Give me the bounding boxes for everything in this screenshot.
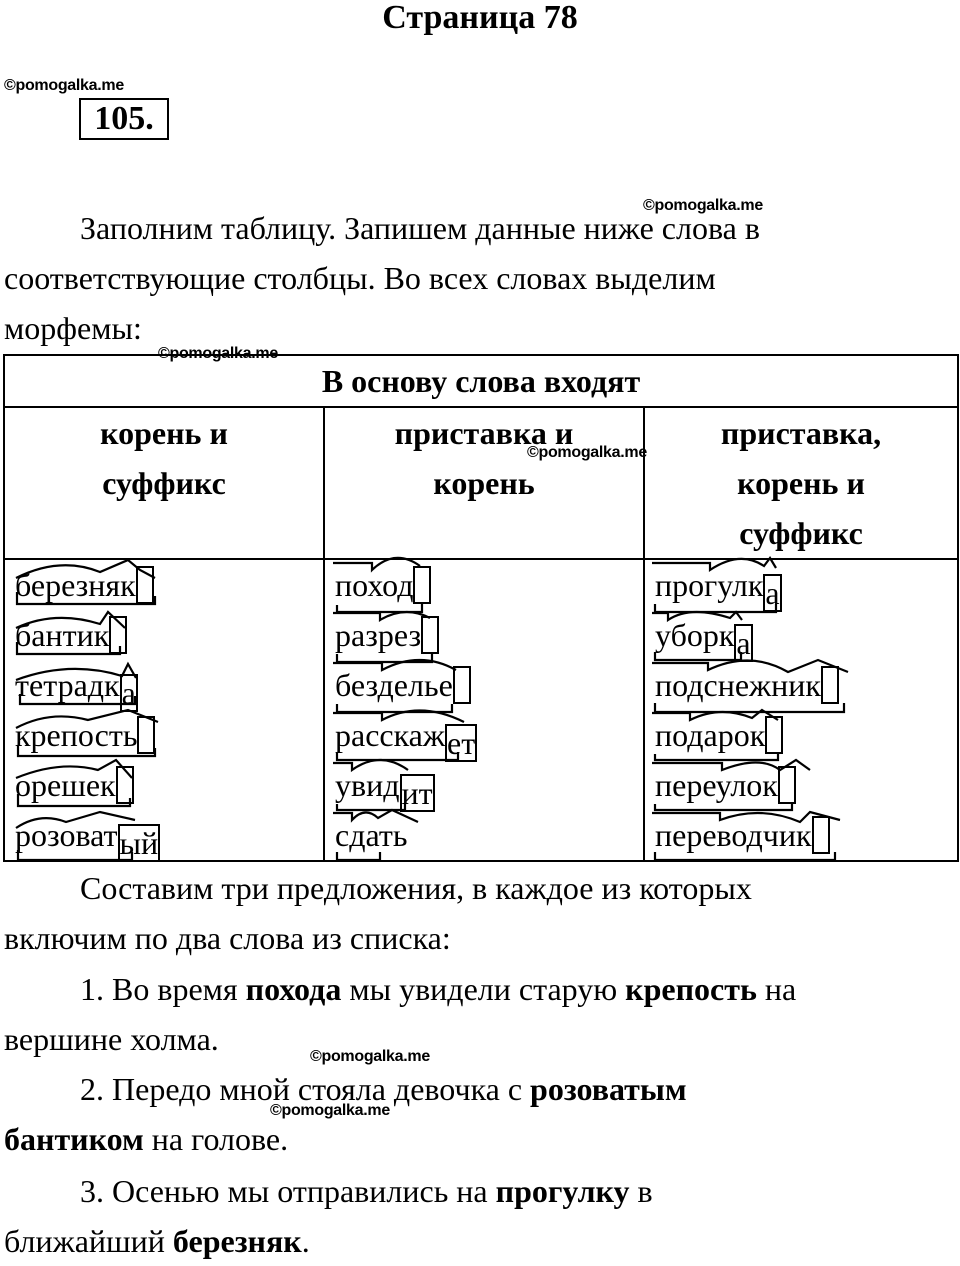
column-header-line: приставка, (720, 415, 882, 451)
word-item (335, 810, 643, 860)
intro-line-2: соответствующие столбцы. Во всех словах выделим (4, 260, 716, 296)
ending-box: ет (446, 725, 476, 761)
sentence-text: 3. Осенью мы отправились на (80, 1173, 496, 1209)
ending-box (116, 766, 134, 804)
column-words-prefix-root (324, 559, 644, 861)
word-base: бантик (15, 617, 110, 653)
column-header-line: суффикс (739, 515, 863, 551)
word-item (15, 760, 323, 810)
intro-line-1: Заполним таблицу. Запишем данные ниже слова в (80, 210, 760, 246)
word-item (15, 610, 323, 660)
column-header-line: суффикс (102, 465, 226, 501)
word-base: розоват (15, 817, 118, 853)
word-item (15, 710, 323, 760)
ending-box (413, 566, 431, 604)
sentence-1-line-2: вершине холма. (4, 1021, 219, 1057)
sentence-text: 1. Во время (80, 971, 246, 1007)
word-item (655, 660, 957, 710)
word-base: подснежник (655, 667, 821, 703)
word-base: сдать (335, 817, 408, 853)
sentence-text: мы увидели старую (341, 971, 626, 1007)
column-header-line: корень (433, 465, 535, 501)
sentence-text: 2. Передо мной стояла девочка с (80, 1071, 531, 1107)
highlighted-word: бантиком (4, 1121, 144, 1157)
word-item (655, 710, 957, 760)
word-item (335, 560, 643, 610)
sentence-text: на (756, 971, 797, 1007)
watermark: ©pomogalka.me (158, 345, 278, 362)
word-base: увид (335, 767, 400, 803)
watermark: ©pomogalka.me (643, 197, 763, 214)
ending-box (778, 766, 796, 804)
highlighted-word: похода (245, 971, 342, 1007)
word-item (655, 610, 957, 660)
watermark: ©pomogalka.me (527, 444, 647, 461)
word-base: березняк (15, 567, 136, 603)
ending-box: а (736, 625, 751, 661)
word-base: безделье (335, 667, 453, 703)
page-title: Страница 78 (382, 0, 578, 36)
word-item (335, 710, 643, 760)
sentence-3 (4, 1166, 954, 1216)
word-item (15, 560, 323, 610)
word-base: переулок (655, 767, 778, 803)
column-header-line: приставка и (394, 415, 574, 451)
highlighted-word: прогулку (495, 1173, 630, 1209)
column-header-prefix-root-suffix (644, 407, 958, 559)
intro-line-3: морфемы: (4, 310, 142, 346)
sentence-text: . (301, 1223, 310, 1259)
ending-box (821, 666, 839, 704)
word-base: орешек (15, 767, 116, 803)
morpheme-table (3, 354, 959, 862)
word-item (15, 660, 323, 710)
sentences-intro-line-1: Составим три предложения, в каждое из которых (80, 870, 752, 906)
table-header: В основу слова входят (4, 355, 958, 407)
column-header-root-suffix (4, 407, 324, 559)
word-base: переводчик (655, 817, 812, 853)
word-base: прогулк (655, 567, 764, 603)
word-base: уборк (655, 617, 735, 653)
exercise-number: 105. (79, 98, 169, 140)
word-base: разрез (335, 617, 422, 653)
ending-box (421, 616, 439, 654)
column-header-line: корень и (100, 415, 228, 451)
ending-box: ит (401, 775, 433, 811)
word-base: тетрадк (15, 667, 120, 703)
ending-box: а (121, 675, 136, 711)
word-base: крепость (15, 717, 138, 753)
highlighted-word: березняк (172, 1223, 302, 1259)
word-item (335, 760, 643, 810)
sentence-3-line-2 (4, 1216, 954, 1266)
ending-box (453, 666, 471, 704)
ending-box (812, 816, 830, 854)
word-item (655, 810, 957, 860)
sentence-text: на голове. (143, 1121, 289, 1157)
watermark: ©pomogalka.me (270, 1102, 390, 1119)
watermark: ©pomogalka.me (310, 1048, 430, 1065)
highlighted-word: розоватым (530, 1071, 687, 1107)
word-item (335, 660, 643, 710)
column-words-root-suffix (4, 559, 324, 861)
sentence-text: в (629, 1173, 653, 1209)
word-base: поход (335, 567, 414, 603)
sentence-1 (4, 964, 954, 1014)
word-item (335, 610, 643, 660)
sentences-intro-line-2: включим по два слова из списка: (4, 920, 451, 956)
column-words-prefix-root-suffix (644, 559, 958, 861)
ending-box (109, 616, 127, 654)
highlighted-word: крепость (625, 971, 757, 1007)
sentence-2-line-2 (4, 1114, 954, 1164)
column-header-prefix-root (324, 407, 644, 559)
sentence-text: ближайший (4, 1223, 173, 1259)
column-header-line: корень и (737, 465, 865, 501)
ending-box: а (765, 575, 780, 611)
word-base: подарок (655, 717, 766, 753)
ending-box (765, 716, 783, 754)
word-item (655, 760, 957, 810)
ending-box (137, 716, 155, 754)
sentence-2 (4, 1064, 954, 1114)
ending-box: ый (119, 825, 159, 861)
word-item (15, 810, 323, 860)
watermark: ©pomogalka.me (4, 77, 124, 94)
word-item (655, 560, 957, 610)
word-base: расскаж (335, 717, 445, 753)
ending-box (136, 566, 154, 604)
